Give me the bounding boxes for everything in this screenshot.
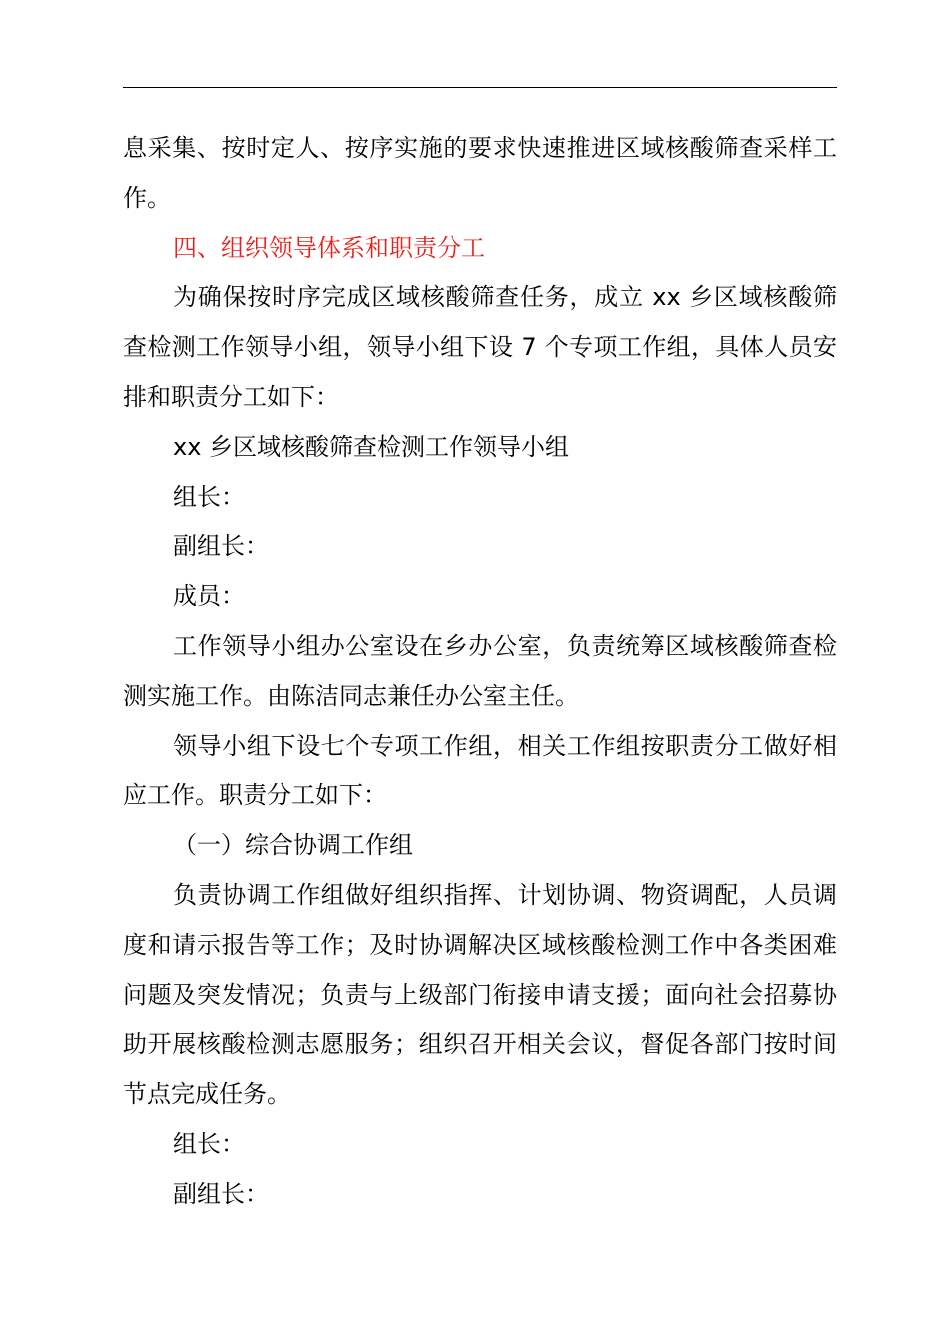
deputy-leader-label: 副组长： [173, 532, 269, 561]
leader-label: 组长： [173, 482, 245, 511]
paragraph-duties: 负责协调工作组做好组织指挥、计划协调、物资调配，人员调度和请示报告等工作；及时协调解决区域核酸检测工作中各类困难问题及突发情况；负责与上级部门衔接申请支援；面向社会招募协助开展核酸检测志愿服务；组织召开相关会议，督促各部门按时间节点完成任务。 [123, 880, 837, 1109]
document-body [123, 124, 837, 1220]
group-title: xx 乡区域核酸筛查检测工作领导小组 [173, 432, 570, 461]
header-rule [123, 87, 837, 88]
deputy-leader-label: 副组长： [173, 1179, 269, 1208]
paragraph-office: 工作领导小组办公室设在乡办公室，负责统筹区域核酸筛查检测实施工作。由陈洁同志兼任办公室主任。 [123, 631, 837, 710]
section-heading: 四、组织领导体系和职责分工 [173, 233, 485, 262]
paragraph-intro: 为确保按时序完成区域核酸筛查任务，成立 xx 乡区域核酸筛查检测工作领导小组，领导小组下设 7 个专项工作组，具体人员安排和职责分工如下： [123, 283, 837, 411]
leader-label: 组长： [173, 1129, 245, 1158]
paragraph-subgroups: 领导小组下设七个专项工作组，相关工作组按职责分工做好相应工作。职责分工如下： [123, 731, 837, 810]
subsection-heading: （一）综合协调工作组 [173, 831, 413, 860]
members-label: 成员： [173, 582, 245, 611]
paragraph-continuation: 息采集、按时定人、按序实施的要求快速推进区域核酸筛查采样工作。 [123, 134, 837, 212]
